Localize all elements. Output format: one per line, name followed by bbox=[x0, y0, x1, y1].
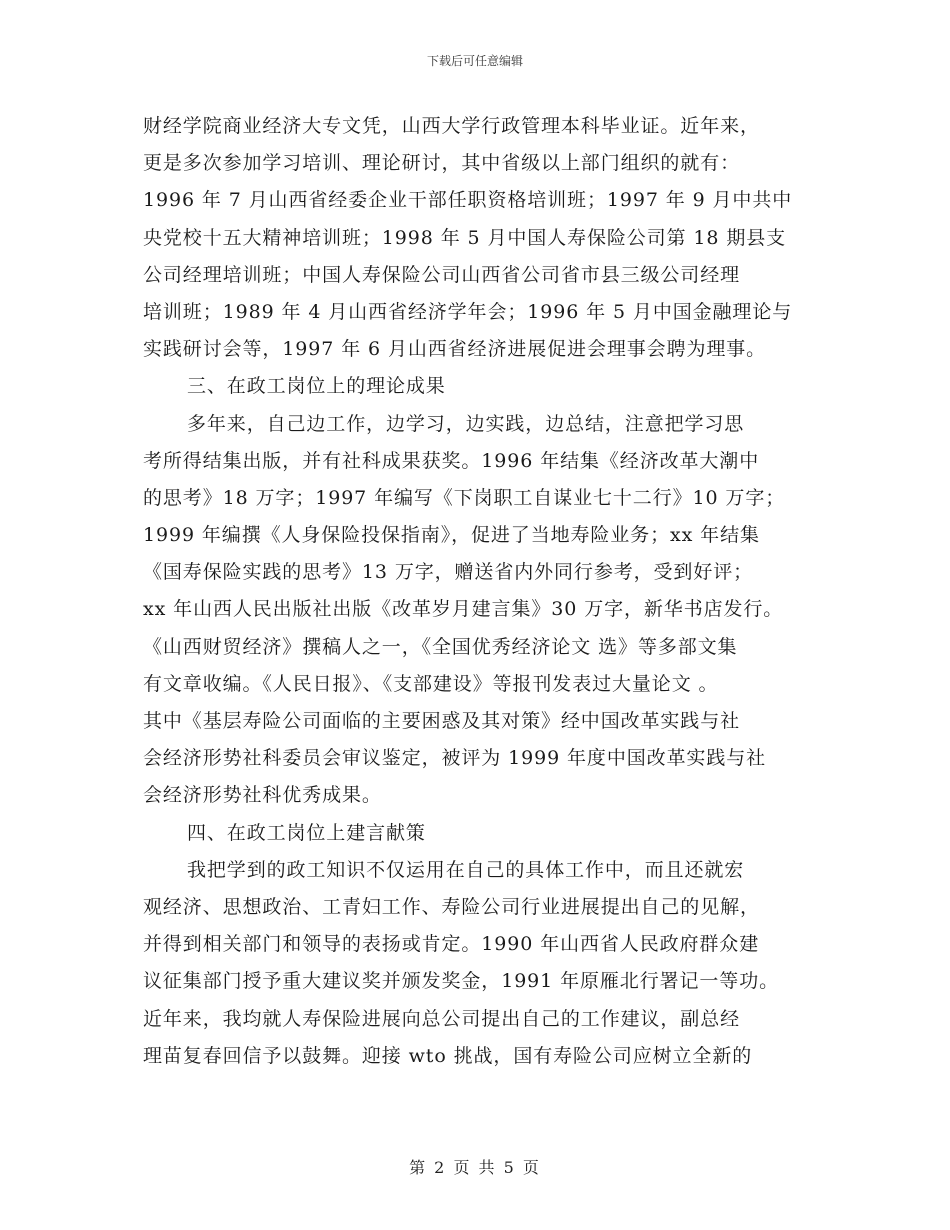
paragraph-line: 《国寿保险实践的思考》13 万字，赠送省内外同行参考，受到好评； bbox=[143, 561, 754, 584]
paragraph-line: 我把学到的政工知识不仅运用在自己的具体工作中，而且还就宏 bbox=[187, 858, 745, 881]
paragraph-line: 观经济、思想政治、工青妇工作、寿险公司行业进展提出自己的见解， bbox=[143, 895, 760, 918]
paragraph-line: 1996 年 7 月山西省经委企业干部任职资格培训班；1997 年 9 月中共中 bbox=[143, 189, 793, 212]
paragraph-line: 《山西财贸经济》撰稿人之一，《全国优秀经济论文 选》等多部文集 bbox=[143, 635, 738, 658]
paragraph-line: 理苗复春回信予以鼓舞。迎接 wto 挑战，国有寿险公司应树立全新的 bbox=[143, 1044, 753, 1067]
paragraph-line: 实践研讨会等，1997 年 6 月山西省经济进展促进会理事会聘为理事。 bbox=[143, 338, 767, 361]
paragraph-line: 会经济形势社科委员会审议鉴定，被评为 1999 年度中国改革实践与社 bbox=[143, 747, 767, 770]
paragraph-line: 公司经理培训班；中国人寿保险公司山西省公司省市县三级公司经理 bbox=[143, 263, 741, 286]
document-body bbox=[143, 108, 811, 1075]
paragraph-line: 会经济形势社科优秀成果。 bbox=[143, 784, 382, 807]
page-footer: 第 2 页 共 5 页 bbox=[409, 1158, 541, 1177]
paragraph-line: 培训班；1989 年 4 月山西省经济学年会；1996 年 5 月中国金融理论与 bbox=[143, 300, 793, 323]
paragraph-line: 财经学院商业经济大专文凭，山西大学行政管理本科毕业证。近年来， bbox=[143, 115, 760, 137]
paragraph-line: 央党校十五大精神培训班；1998 年 5 月中国人寿保险公司第 18 期县支 bbox=[143, 226, 787, 249]
paragraph-line: 有文章收编。《人民日报》、《支部建设》等报刊发表过大量论文 。 bbox=[143, 672, 719, 695]
page-header: 下载后可任意编辑 bbox=[426, 54, 523, 68]
paragraph-line: 考所得结集出版，并有社科成果获奖。1996 年结集《经济改革大潮中 bbox=[143, 449, 760, 472]
paragraph-line: xx 年山西人民出版社出版《改革岁月建言集》30 万字，新华书店发行。 bbox=[143, 598, 784, 621]
paragraph-line: 的思考》18 万字；1997 年编写《下岗职工自谋业七十二行》10 万字； bbox=[143, 486, 786, 509]
paragraph-line: 并得到相关部门和领导的表扬或肯定。1990 年山西省人民政府群众建 bbox=[143, 933, 760, 956]
paragraph-line: 多年来，自己边工作，边学习，边实践，边总结，注意把学习思 bbox=[187, 412, 745, 435]
section-heading: 四、在政工岗位上建言献策 bbox=[187, 821, 426, 844]
paragraph-line: 1999 年编撰《人身保险投保指南》，促进了当地寿险业务；xx 年结集 bbox=[143, 524, 760, 547]
paragraph-line: 更是多次参加学习培训、理论研讨，其中省级以上部门组织的就有： bbox=[143, 152, 741, 175]
section-heading: 三、在政工岗位上的理论成果 bbox=[187, 375, 446, 398]
paragraph-line: 议征集部门授予重大建议奖并颁发奖金，1991 年原雁北行署记一等功。 bbox=[143, 970, 779, 993]
paragraph-line: 近年来，我均就人寿保险进展向总公司提出自己的工作建议，副总经 bbox=[143, 1007, 741, 1030]
paragraph-line: 其中《基层寿险公司面临的主要困惑及其对策》经中国改革实践与社 bbox=[143, 710, 741, 732]
